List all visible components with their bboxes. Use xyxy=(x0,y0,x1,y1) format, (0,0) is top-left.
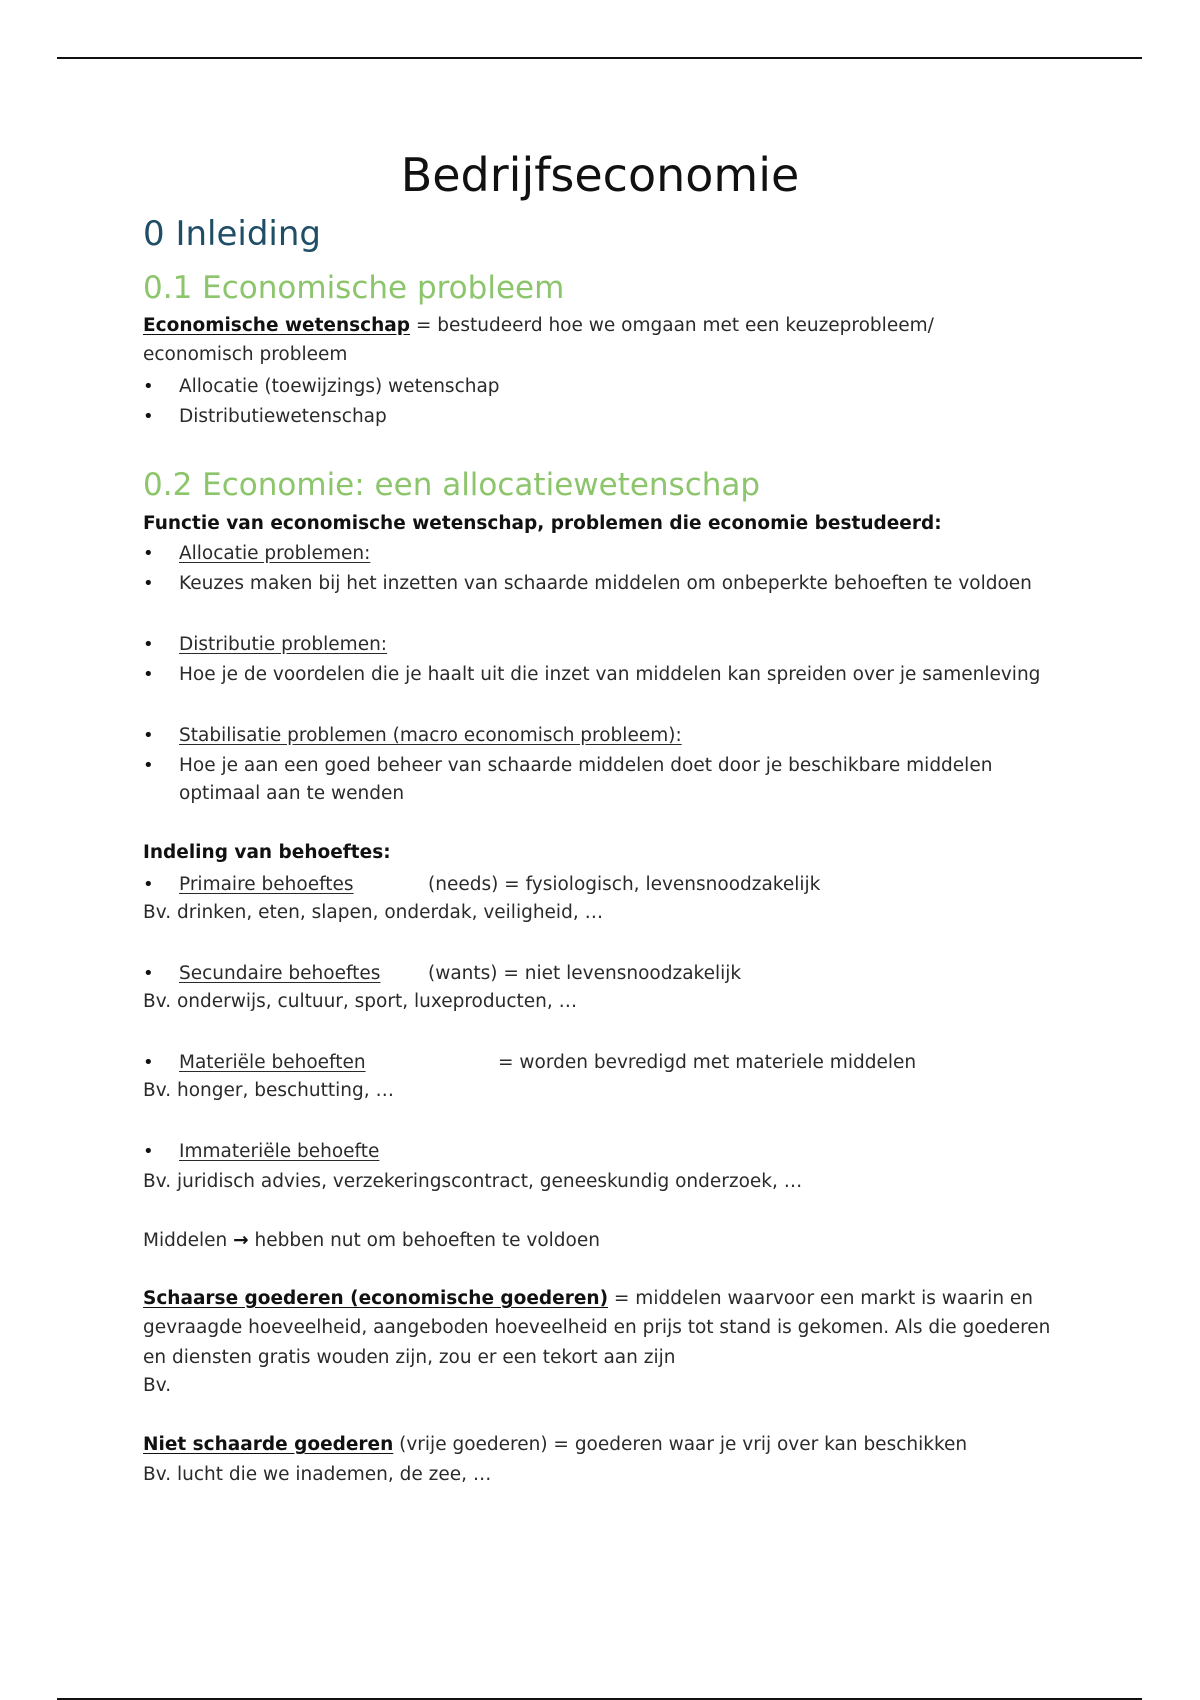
bullet-glyph: • xyxy=(143,543,154,564)
list-item: Allocatie (toewijzings) wetenschap xyxy=(179,376,500,397)
means-statement xyxy=(143,1230,600,1251)
free-goods-term: Niet schaarde goederen xyxy=(143,1434,394,1455)
secondary-needs-label: Secundaire behoeftes xyxy=(179,963,381,984)
bullet-glyph: • xyxy=(143,406,154,427)
distribution-label: Distributie problemen: xyxy=(179,634,388,655)
allocation-label: Allocatie problemen: xyxy=(179,543,371,564)
section-heading-0-1: 0.1 Economische probleem xyxy=(143,270,565,306)
definition-term: Economische wetenschap xyxy=(143,315,411,336)
stabilisation-label: Stabilisatie problemen (macro economisch probleem): xyxy=(179,725,682,746)
distribution-description: Hoe je de voordelen die je haalt uit die inzet van middelen kan spreiden over je samenleving xyxy=(179,664,1041,685)
bullet-glyph: • xyxy=(143,376,154,397)
primary-needs-definition: (needs) = fysiologisch, levensnoodzakelijk xyxy=(428,874,821,895)
definition-text: = bestudeerd hoe we omgaan met een keuzeprobleem/ xyxy=(410,315,934,336)
bullet-glyph: • xyxy=(143,755,154,776)
material-needs-definition: = worden bevredigd met materiele middelen xyxy=(498,1052,917,1073)
immaterial-needs-example: Bv. juridisch advies, verzekeringscontract, geneeskundig onderzoek, … xyxy=(143,1171,803,1192)
bullet-glyph: • xyxy=(143,634,154,655)
free-goods-definition xyxy=(143,1434,967,1455)
material-needs-label: Materiële behoeften xyxy=(179,1052,366,1073)
means-text: Middelen xyxy=(143,1230,234,1251)
document-title: Bedrijfseconomie xyxy=(400,148,800,202)
bullet-glyph: • xyxy=(143,874,154,895)
bullet-glyph: • xyxy=(143,573,154,594)
secondary-needs-example: Bv. onderwijs, cultuur, sport, luxeproducten, … xyxy=(143,991,578,1012)
scarce-goods-line-3: en diensten gratis wouden zijn, zou er een tekort aan zijn xyxy=(143,1347,676,1368)
section-intro: Functie van economische wetenschap, problemen die economie bestudeerd: xyxy=(143,513,942,534)
scarce-goods-term: Schaarse goederen (economische goederen) xyxy=(143,1288,609,1309)
definition-economische-wetenschap xyxy=(143,315,934,336)
free-goods-example: Bv. lucht die we inademen, de zee, … xyxy=(143,1464,492,1485)
stabilisation-description: Hoe je aan een goed beheer van schaarde middelen doet door je beschikbare middelen xyxy=(179,755,993,776)
scarce-goods-line-2: gevraagde hoeveelheid, aangeboden hoeveelheid en prijs tot stand is gekomen. Als die goederen xyxy=(143,1317,1051,1338)
section-heading-0-2: 0.2 Economie: een allocatiewetenschap xyxy=(143,467,761,503)
immaterial-needs-label: Immateriële behoefte xyxy=(179,1141,380,1162)
means-text-cont: hebben nut om behoeften te voldoen xyxy=(248,1230,600,1251)
scarce-goods-example: Bv. xyxy=(143,1375,172,1396)
bullet-glyph: • xyxy=(143,725,154,746)
chapter-heading: 0 Inleiding xyxy=(143,214,321,254)
bullet-glyph: • xyxy=(143,1052,154,1073)
free-goods-text: (vrije goederen) = goederen waar je vrij over kan beschikken xyxy=(393,1434,968,1455)
list-item: Distributiewetenschap xyxy=(179,406,387,427)
scarce-goods-text: = middelen waarvoor een markt is waarin en xyxy=(608,1288,1034,1309)
bullet-glyph: • xyxy=(143,963,154,984)
bullet-glyph: • xyxy=(143,664,154,685)
bullet-glyph: • xyxy=(143,1141,154,1162)
primary-needs-example: Bv. drinken, eten, slapen, onderdak, veiligheid, … xyxy=(143,902,604,923)
secondary-needs-definition: (wants) = niet levensnoodzakelijk xyxy=(428,963,742,984)
scarce-goods-definition xyxy=(143,1288,1033,1309)
arrow-right-icon: → xyxy=(233,1230,249,1251)
header-rule xyxy=(57,57,1142,59)
stabilisation-description-cont: optimaal aan te wenden xyxy=(179,783,405,804)
allocation-description: Keuzes maken bij het inzetten van schaarde middelen om onbeperkte behoeften te voldoen xyxy=(179,573,1032,594)
primary-needs-label: Primaire behoeftes xyxy=(179,874,354,895)
needs-heading: Indeling van behoeftes: xyxy=(143,842,391,863)
definition-continuation: economisch probleem xyxy=(143,344,348,365)
material-needs-example: Bv. honger, beschutting, … xyxy=(143,1080,394,1101)
